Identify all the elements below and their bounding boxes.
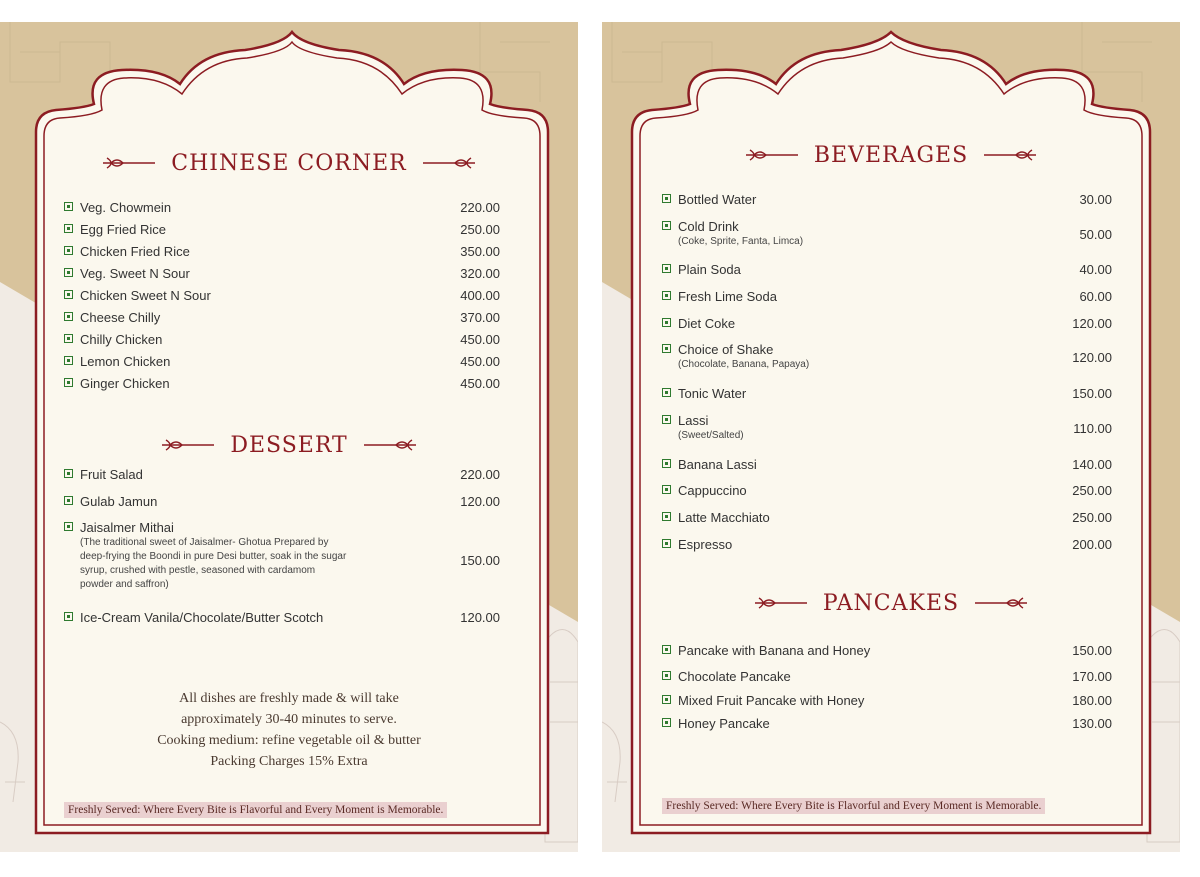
veg-mark-icon — [662, 264, 671, 273]
item-name: Lemon Chicken — [80, 354, 171, 369]
veg-mark-icon — [64, 246, 73, 255]
item-price: 120.00 — [460, 494, 500, 509]
veg-mark-icon — [662, 291, 671, 300]
item-name: Veg. Sweet N Sour — [80, 266, 190, 281]
left-flourish-icon — [101, 156, 157, 170]
item-price: 370.00 — [460, 310, 500, 325]
veg-mark-icon — [662, 512, 671, 521]
item-description — [678, 235, 803, 249]
item-name: Cold Drink — [678, 219, 739, 234]
item-name: Chicken Fried Rice — [80, 244, 190, 259]
veg-mark-icon — [64, 522, 73, 531]
note-line: Cooking medium: refine vegetable oil & butter — [157, 733, 421, 748]
item-price: 180.00 — [1072, 693, 1112, 708]
item-name: Egg Fried Rice — [80, 222, 166, 237]
item-price: 250.00 — [1072, 483, 1112, 498]
item-description — [678, 429, 744, 443]
dessert-heading — [0, 432, 578, 458]
veg-mark-icon — [662, 194, 671, 203]
item-price: 220.00 — [460, 467, 500, 482]
veg-mark-icon — [64, 268, 73, 277]
item-price: 320.00 — [460, 266, 500, 281]
item-price: 30.00 — [1079, 192, 1112, 207]
item-price: 170.00 — [1072, 669, 1112, 684]
item-price: 110.00 — [1073, 421, 1112, 436]
section-title: DESSERT — [230, 432, 348, 458]
veg-mark-icon — [662, 539, 671, 548]
item-price: 350.00 — [460, 244, 500, 259]
note-line: Packing Charges 15% Extra — [210, 754, 368, 769]
menu-page-right — [602, 22, 1180, 852]
service-notes — [0, 688, 578, 772]
item-name: Espresso — [678, 537, 733, 552]
veg-mark-icon — [662, 221, 671, 230]
veg-mark-icon — [662, 645, 671, 654]
right-flourish-icon — [973, 596, 1029, 610]
item-price: 150.00 — [1072, 386, 1112, 401]
beverages-heading — [602, 142, 1180, 168]
item-name: Mixed Fruit Pancake with Honey — [678, 693, 865, 708]
item-price: 450.00 — [460, 332, 500, 347]
item-name: Chocolate Pancake — [678, 669, 791, 684]
description-line: (Coke, Sprite, Fanta, Limca) — [678, 236, 804, 247]
item-description — [678, 358, 809, 372]
item-price: 50.00 — [1079, 227, 1112, 242]
veg-mark-icon — [662, 718, 671, 727]
item-name: Ice-Cream Vanila/Chocolate/Butter Scotch — [80, 610, 324, 625]
item-name: Chicken Sweet N Sour — [80, 288, 211, 303]
veg-mark-icon — [662, 671, 671, 680]
item-price: 400.00 — [460, 288, 500, 303]
item-name: Jaisalmer Mithai — [80, 520, 174, 535]
item-price: 40.00 — [1079, 262, 1112, 277]
item-name: Pancake with Banana and Honey — [678, 643, 871, 658]
item-name: Cappuccino — [678, 483, 747, 498]
left-flourish-icon — [744, 148, 800, 162]
section-title: PANCAKES — [822, 590, 960, 616]
veg-mark-icon — [64, 496, 73, 505]
item-name: Tonic Water — [678, 386, 747, 401]
item-price: 220.00 — [460, 200, 500, 215]
item-price: 120.00 — [1072, 316, 1112, 331]
item-price: 120.00 — [1072, 350, 1112, 365]
item-price: 200.00 — [1072, 537, 1112, 552]
item-name: Fruit Salad — [80, 467, 143, 482]
item-price: 250.00 — [1072, 510, 1112, 525]
tagline: Freshly Served: Where Every Bite is Flavorful and Every Moment is Memorable. — [662, 798, 1045, 814]
menu-page-left — [0, 22, 578, 852]
item-price: 120.00 — [460, 610, 500, 625]
item-name: Ginger Chicken — [80, 376, 170, 391]
item-name: Choice of Shake — [678, 342, 774, 357]
section-title: BEVERAGES — [813, 142, 969, 168]
item-name: Lassi — [678, 413, 709, 428]
item-name: Latte Macchiato — [678, 510, 770, 525]
description-line: syrup, crushed with pestle, seasoned with cardamom — [80, 565, 316, 576]
item-price: 150.00 — [1072, 643, 1112, 658]
veg-mark-icon — [64, 312, 73, 321]
item-price: 450.00 — [460, 354, 500, 369]
item-price: 150.00 — [460, 553, 500, 568]
item-price: 450.00 — [460, 376, 500, 391]
item-name: Fresh Lime Soda — [678, 289, 777, 304]
item-name: Diet Coke — [678, 316, 736, 331]
item-name: Gulab Jamun — [80, 494, 158, 509]
item-name: Bottled Water — [678, 192, 757, 207]
veg-mark-icon — [662, 344, 671, 353]
note-line: All dishes are freshly made & will take — [179, 691, 399, 706]
note-line: approximately 30-40 minutes to serve. — [181, 712, 397, 727]
item-price: 140.00 — [1072, 457, 1112, 472]
item-price: 250.00 — [460, 222, 500, 237]
veg-mark-icon — [64, 612, 73, 621]
veg-mark-icon — [64, 290, 73, 299]
veg-mark-icon — [64, 202, 73, 211]
item-price: 60.00 — [1079, 289, 1112, 304]
description-line: powder and saffron) — [80, 579, 169, 590]
veg-mark-icon — [662, 388, 671, 397]
veg-mark-icon — [662, 695, 671, 704]
description-line: (Chocolate, Banana, Papaya) — [678, 359, 810, 370]
chinese-corner-heading — [0, 150, 578, 176]
left-flourish-icon — [753, 596, 809, 610]
description-line: (The traditional sweet of Jaisalmer- Ghotua Prepared by — [80, 537, 329, 548]
veg-mark-icon — [662, 459, 671, 468]
item-name: Honey Pancake — [678, 716, 770, 731]
veg-mark-icon — [64, 469, 73, 478]
item-description — [80, 536, 346, 592]
right-flourish-icon — [421, 156, 477, 170]
item-price: 130.00 — [1072, 716, 1112, 731]
description-line: deep-frying the Boondi in pure Desi butter, soak in the sugar — [80, 551, 347, 562]
item-name: Veg. Chowmein — [80, 200, 172, 215]
item-name: Plain Soda — [678, 262, 741, 277]
veg-mark-icon — [662, 415, 671, 424]
pancakes-heading — [602, 590, 1180, 616]
item-name: Banana Lassi — [678, 457, 757, 472]
tagline: Freshly Served: Where Every Bite is Flavorful and Every Moment is Memorable. — [64, 802, 447, 818]
section-title: CHINESE CORNER — [171, 150, 407, 176]
right-flourish-icon — [982, 148, 1038, 162]
right-flourish-icon — [362, 438, 418, 452]
item-name: Cheese Chilly — [80, 310, 161, 325]
left-flourish-icon — [160, 438, 216, 452]
description-line: (Sweet/Salted) — [678, 430, 744, 441]
veg-mark-icon — [662, 485, 671, 494]
veg-mark-icon — [64, 356, 73, 365]
veg-mark-icon — [662, 318, 671, 327]
item-name: Chilly Chicken — [80, 332, 163, 347]
veg-mark-icon — [64, 224, 73, 233]
veg-mark-icon — [64, 334, 73, 343]
veg-mark-icon — [64, 378, 73, 387]
